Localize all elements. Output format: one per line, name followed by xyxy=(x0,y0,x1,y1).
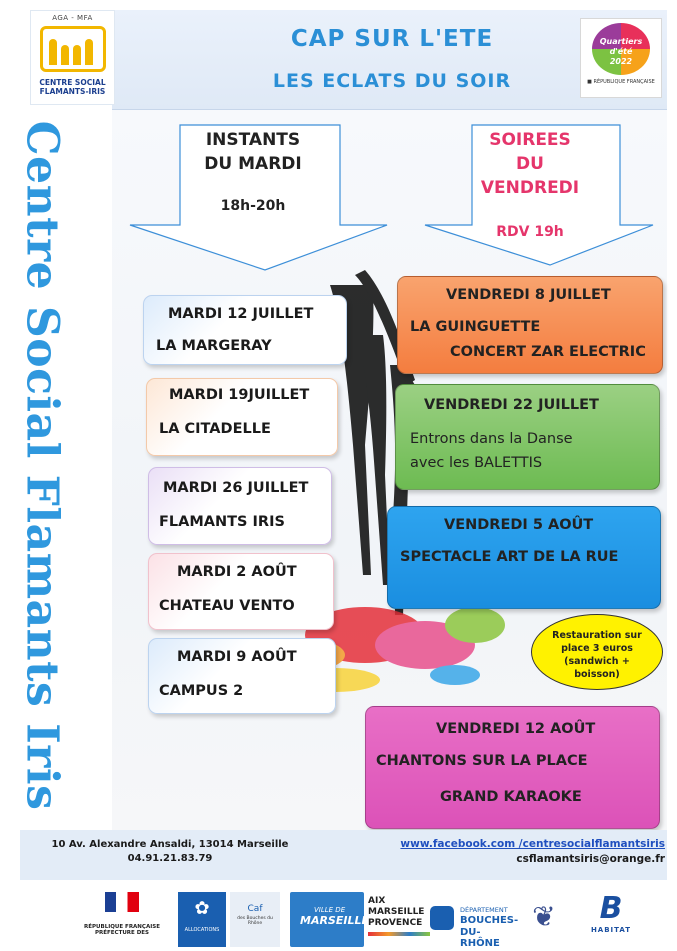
event-line1: Entrons dans la Danse xyxy=(410,431,573,447)
quartiers-ete-logo-icon xyxy=(592,23,650,75)
departement-text-2: BOUCHES- xyxy=(460,915,519,926)
event-date: MARDI 2 AOÛT xyxy=(177,564,297,580)
marianne-flag-icon xyxy=(105,892,139,912)
prefecture-logo xyxy=(82,892,162,947)
event-date: VENDREDI 12 AOÛT xyxy=(436,721,596,737)
event-date: MARDI 26 JUILLET xyxy=(163,480,309,496)
tree-icon: ❦ xyxy=(532,900,556,933)
vendredi-event-card xyxy=(397,276,663,374)
event-date: VENDREDI 8 JUILLET xyxy=(446,287,611,303)
caf-logo xyxy=(230,892,280,947)
event-place: FLAMANTS IRIS xyxy=(159,514,285,530)
vendredi-event-card xyxy=(365,706,660,829)
prefecture-text-2: PRÉFECTURE DES xyxy=(95,930,149,936)
caf-sub-text: des Bouches du Rhône xyxy=(237,916,273,926)
centre-social-logo xyxy=(30,10,115,105)
quartiers-ete-badge xyxy=(580,18,662,98)
habitat-logo xyxy=(568,892,654,947)
facebook-link[interactable]: www.facebook.com /centresocialflamantsiris xyxy=(400,838,665,850)
event-date: MARDI 12 JUILLET xyxy=(168,306,314,322)
caf-text: Caf xyxy=(247,904,263,914)
allocations-logo xyxy=(178,892,226,947)
event-date: MARDI 9 AOÛT xyxy=(177,649,297,665)
event-line2: CONCERT ZAR ELECTRIC xyxy=(450,344,646,360)
bubble-line4: boisson) xyxy=(574,669,620,680)
prefecture-text-1: RÉPUBLIQUE FRANÇAISE xyxy=(84,924,160,930)
page-title: CAP SUR L'ETE xyxy=(290,26,494,52)
logo-name-line2: FLAMANTS-IRIS xyxy=(39,87,106,96)
event-place: CHATEAU VENTO xyxy=(159,598,295,614)
departement-emblem-icon xyxy=(430,906,454,930)
vendredi-heading xyxy=(455,128,605,200)
vertical-title-text: Centre Social Flamants Iris xyxy=(16,120,68,810)
departement-text-1: DÉPARTEMENT xyxy=(460,906,508,914)
vendredi-heading-line3: VENDREDI xyxy=(480,178,580,198)
badge-republic-text: ■ RÉPUBLIQUE FRANÇAISE xyxy=(587,79,655,85)
contact-address xyxy=(20,838,320,866)
marseille-text: MARSEILLE xyxy=(300,914,369,927)
tree-logo xyxy=(524,892,564,947)
logo-name-line1: CENTRE SOCIAL xyxy=(39,78,106,87)
mardi-event-card xyxy=(148,638,336,714)
family-logo-icon xyxy=(40,26,106,72)
mardi-heading-line2: DU MARDI xyxy=(204,154,302,174)
vendredi-heading-line2: DU xyxy=(516,154,544,174)
event-line1: SPECTACLE ART DE LA RUE xyxy=(400,549,619,565)
amp-text-3: PROVENCE xyxy=(368,918,423,928)
event-line2: avec les BALETTIS xyxy=(410,455,543,471)
bubble-line1: Restauration sur xyxy=(552,630,642,641)
mardi-event-card xyxy=(148,553,334,630)
vendredi-time: RDV 19h xyxy=(496,224,564,240)
family-icon: ✿ xyxy=(194,898,210,919)
event-line1: CHANTONS SUR LA PLACE xyxy=(376,753,588,769)
bubble-line3: (sandwich + xyxy=(564,656,630,667)
page-subtitle: LES ECLATS DU SOIR xyxy=(272,70,512,92)
address-text: 10 Av. Alexandre Ansaldi, 13014 Marseille xyxy=(51,839,289,850)
aix-marseille-provence-logo xyxy=(368,892,430,947)
ville-de-text: VILLE DE xyxy=(314,906,346,914)
event-date: VENDREDI 5 AOÛT xyxy=(444,517,594,533)
mardi-time: 18h-20h xyxy=(220,198,286,214)
mardi-event-card xyxy=(148,467,332,545)
departement-logo xyxy=(430,892,520,947)
habitat-text: HABITAT xyxy=(590,926,632,934)
event-date: MARDI 19JUILLET xyxy=(169,387,310,403)
event-place: CAMPUS 2 xyxy=(159,683,244,699)
badge-text-line1: Quartiers d'été xyxy=(599,37,643,56)
event-place: LA CITADELLE xyxy=(159,421,271,437)
event-line2: GRAND KARAOKE xyxy=(440,789,582,805)
vendredi-event-card xyxy=(387,506,661,609)
event-line1: LA GUINGUETTE xyxy=(410,319,541,335)
mardi-event-card xyxy=(146,378,338,456)
mardi-heading-line1: INSTANTS xyxy=(205,130,301,150)
amp-text-2: MARSEILLE xyxy=(368,907,425,917)
event-place: LA MARGERAY xyxy=(156,338,272,354)
departement-text-3: DU-RHÔNE xyxy=(460,927,500,949)
vertical-title xyxy=(2,120,82,810)
marseille-logo xyxy=(290,892,369,947)
email-text: csflamantsiris@orange.fr xyxy=(516,853,665,865)
phone-text: 04.91.21.83.79 xyxy=(127,853,213,864)
amp-text-1: AIX xyxy=(368,896,386,906)
amp-wave-icon xyxy=(368,932,430,936)
vendredi-event-card xyxy=(395,384,660,490)
allocations-text: ALLOCATIONS xyxy=(184,927,220,933)
mardi-heading xyxy=(178,128,328,176)
bubble-line2: place 3 euros xyxy=(561,643,633,654)
badge-text-line2: 2022 xyxy=(609,57,633,66)
vendredi-heading-line1: SOIREES xyxy=(489,130,571,150)
mardi-event-card xyxy=(143,295,347,365)
habitat-b-icon: B xyxy=(599,891,623,926)
logo-top-text: AGA - MFA xyxy=(52,14,93,22)
event-date: VENDREDI 22 JUILLET xyxy=(424,397,599,413)
restauration-bubble xyxy=(531,614,663,690)
